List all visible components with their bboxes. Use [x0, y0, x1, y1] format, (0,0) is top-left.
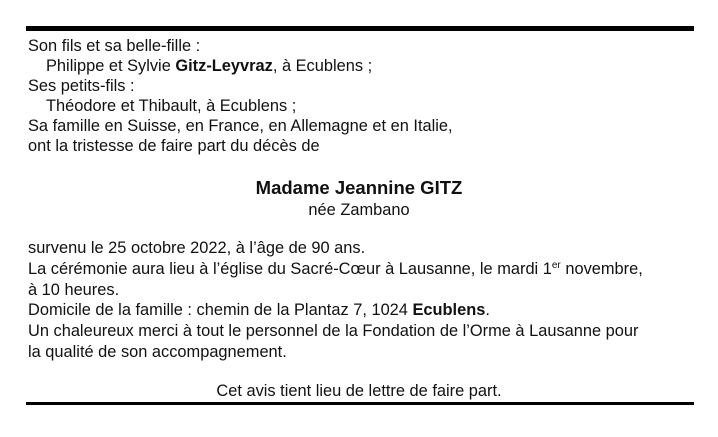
family-line-announcement: ont la tristesse de faire part du décès de [28, 137, 320, 155]
details-address-suffix: . [485, 301, 490, 319]
family-line-grandsons-names: Théodore et Thibault, à Ecublens ; [46, 97, 297, 115]
top-rule [26, 26, 694, 31]
details-ceremony [28, 259, 643, 282]
details-thanks-cont: la qualité de son accompagnement. [28, 343, 287, 361]
details-address-town: Ecublens [412, 301, 486, 319]
deceased-birth-name: née Zambano [308, 201, 410, 219]
deceased-name: Madame Jeannine GITZ [255, 177, 463, 198]
details-ceremony-sup: er [551, 260, 561, 271]
family-line-relatives: Sa famille en Suisse, en France, en Allemagne et en Italie, [28, 117, 453, 135]
details-address-prefix: Domicile de la famille : chemin de la Plantaz 7, 1024 [28, 301, 413, 319]
details-thanks: Un chaleureux merci à tout le personnel de la Fondation de l’Orme à Lausanne pour [28, 322, 639, 340]
details-address [28, 300, 490, 320]
family-surname: Gitz-Leyvraz [175, 57, 273, 75]
family-line-son: Son fils et sa belle-fille : [28, 37, 201, 55]
family-line-grandsons: Ses petits-fils : [28, 77, 135, 95]
bottom-rule [26, 402, 694, 405]
details-ceremony-suffix: novembre, [560, 260, 643, 278]
details-date: survenu le 25 octobre 2022, à l’âge de 90 ans. [28, 239, 366, 257]
family-line-son-names [46, 56, 372, 76]
closing-note: Cet avis tient lieu de lettre de faire part. [216, 382, 502, 400]
family-line-son-names-prefix: Philippe et Sylvie [46, 57, 176, 75]
details-time: à 10 heures. [28, 281, 120, 299]
family-line-son-names-suffix: , à Ecublens ; [272, 57, 373, 75]
details-ceremony-prefix: La cérémonie aura lieu à l’église du Sacré-Cœur à Lausanne, le mardi 1 [28, 260, 552, 278]
